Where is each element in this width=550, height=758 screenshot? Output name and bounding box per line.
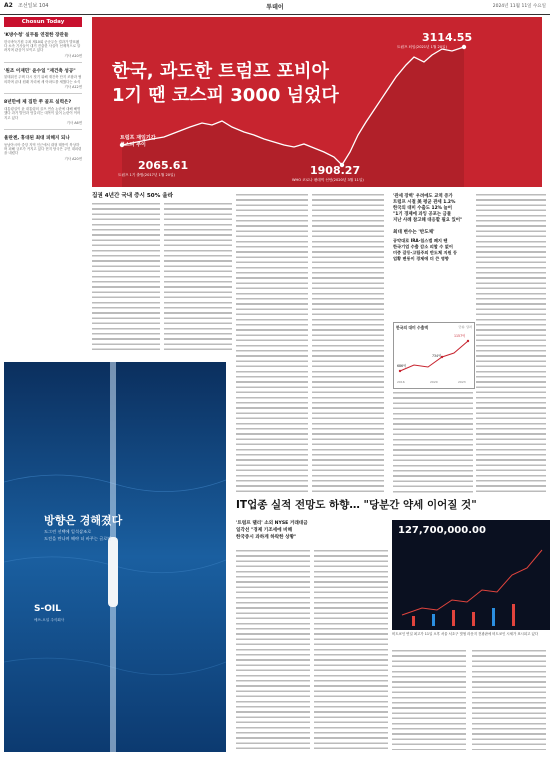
semiconductor-line: 한국기업 수출 감소 피할 수 없어 [393,244,453,249]
ad-subline: 도그린 선택에 일석삼조로 [44,529,92,534]
story1-column-3 [236,194,308,494]
story2-subhead [236,520,386,541]
semiconductor-head: 최대 변수는 '반도체' [393,230,435,235]
sidebar-item-title: 울란젠, 휴대된 최대 피해지 되나 [4,136,70,142]
ad-headline: 방향은 경해졌다 [44,514,123,527]
divider [4,62,82,63]
peak-note: 트럼프 퇴임(2021년 1월 20일) [397,45,448,49]
sidebar-item-ref: 기사 A10면 [64,53,82,58]
story2-column-2 [314,550,388,750]
sidebar-item-body: 불태워진 주택 다시 짓기 위해 재건축 단지 조합과 협의하며 끝내 원래 자리에 새 아파트를 세웠다는 소식 [4,75,82,84]
mini-chart-point [467,340,469,342]
story1-subhead: 집권 4년간 국내 증시 50% 올라 [92,193,174,199]
trade-box-line: "1기 경제에 과잉 공포는 금물 [393,212,452,217]
sidebar-item-body: 대통령실이 윤 대통령의 골프 연습 논란에 대해 해명했다 과거 발언과 엇갈리는 대목이 있어 논란이 이어지고 있다 [4,106,81,120]
sidebar [4,17,82,362]
sidebar-item-title: 'K방수청' 실무를 연결한 장관들 [4,33,69,38]
photo-screen [392,520,550,630]
story1-column-6 [476,194,546,494]
trade-box-line: 트럼프 시절 美 평균 관세 1.2% [393,200,456,205]
bitcoin-photo-graphic [392,520,550,630]
bitcoin-photo [392,520,550,630]
ad-brand-logo: S-OIL [34,604,61,614]
sidebar-item-ref: 기사 A6면 [66,121,82,126]
story2-headline: IT업종 실적 전망도 하향… "당분간 약세 이어질 것" [236,499,477,511]
peak-value: 3114.55 [422,31,473,44]
axis-label-2: 코스피 추이 [120,142,146,148]
sidebar-item[interactable] [4,136,82,161]
story2-subhead-line: 한국증시 과하게 하락한 상황" [236,535,297,540]
mini-chart-year: 2016 [397,380,405,384]
sidebar-item-title: '원조 이재민' 윤수일 "재건축 성공" [4,68,76,74]
ad-ship-hull [108,537,118,607]
ad-small-text: 에쓰-오일 주식회사 [34,618,65,622]
start-value: 2065.61 [138,159,189,172]
hero-title-line2: 1기 땐 코스피 3000 넘었다 [112,85,339,106]
peak-point [462,45,466,49]
semiconductor-line: 미중 갈등·고립주의 반도체 지원 등 [393,250,458,255]
mini-chart-value: 734억 [432,354,442,358]
photo-bar [412,616,415,626]
hero-chart [92,17,542,187]
photo-bar [432,614,435,626]
mini-chart-value: 1157억 [454,334,466,338]
ad-subline: 도전을 만나며 해야 더 바꾸는 글로벌 [44,536,112,541]
sidebar-item-title: 8년만에 제 집만 쭈 골프 실력은? [4,100,72,106]
trade-box-line: '관세 장벽' 우려에도 교역 증가 [393,194,453,199]
story2-subhead-line: 일각선 "경제 기조세에 비해 [236,528,293,533]
story2-column-3 [392,650,466,750]
story2-subhead-line: '트럼프 랠리' 소외 NYSE 거래대금 [236,521,308,526]
trade-box-line: 지난 사례 참고해 대응할 필요 있어" [393,218,463,223]
mini-chart-value: 686억 [397,364,407,368]
mini-chart-unit: 단위: 달러 [458,325,472,329]
bitcoin-price-display: 127,700,000.00 [398,525,486,536]
mini-chart-year: 2023 [458,380,466,384]
trough-value: 1908.27 [310,164,361,177]
sidebar-item-ref: 기사 A12면 [64,85,82,90]
photo-bar [492,608,495,626]
semiconductor-line: 공약대로 IRA·칩스법 폐지 땐 [393,238,448,243]
divider [4,129,82,130]
photo-bar [452,610,455,626]
issue-date: 2024년 11월 11일 수요일 [492,4,546,9]
mini-chart-svg [394,335,474,385]
trough-note: WHO 코로나 팬데믹 선언(2020년 3월 11일) [292,178,364,182]
page-number: A2 [4,2,13,9]
semiconductor-line: 업황 변동이 경제에 더 큰 영향 [393,256,449,261]
mini-chart-point [399,370,401,372]
story1-column-5 [393,392,473,494]
export-mini-chart [393,322,475,389]
story1-column-4 [312,194,384,494]
sidebar-item-body: 한국바둑기원 주최 제10회 준준우승 결과가 발표됐다 소속 기사들이 대거 진출한 사실이 선제적으로 알려지며 관심이 모이고 있다 [4,39,81,53]
section-title: 투데이 [266,4,284,11]
photo-bar [472,612,475,626]
sidebar-item[interactable] [4,100,82,125]
soil-advertisement[interactable] [4,362,226,752]
sidebar-header: Chosun Today [4,17,82,27]
start-note: 트럼프 1기 출범(2017년 1월 20일) [118,173,175,177]
story2-column-4 [472,650,546,750]
sidebar-item[interactable] [4,69,82,89]
trade-box-line: 한국의 대미 수출도 12% 늘어 [393,206,453,211]
sidebar-item-body: 동남아시아 중앙 지역 인근에서 대형 태풍이 북상하며 피해 규모가 커지고 있다 현지 당국은 주민 대피령을 내렸다 [4,142,82,156]
photo-bar [512,604,515,626]
divider [4,93,82,94]
story1-column-2 [164,203,232,353]
mini-chart-title: 한국의 대미 수출액 [396,325,428,330]
story2-column-1 [236,550,310,750]
sidebar-item-ref: 기사 A20면 [64,156,82,161]
mini-chart-year: 2020 [430,380,438,384]
masthead [0,0,550,15]
axis-label-1: 트럼프 재임기간 [120,135,156,141]
hero-title-line1: 한국, 과도한 트럼프 포비아 [112,61,329,82]
trade-box [393,194,473,262]
photo-caption: 비트코인 연일 최고가 11일 오후 서울 서초구 빗썸 라운지 전광판에 비트코인 시세가 표시되고 있다 [392,632,539,636]
sidebar-item[interactable] [4,33,82,58]
publication-name: 조선일보 104 [18,3,49,9]
ad-sea-graphic [4,362,226,752]
story1-column-1 [92,203,160,353]
